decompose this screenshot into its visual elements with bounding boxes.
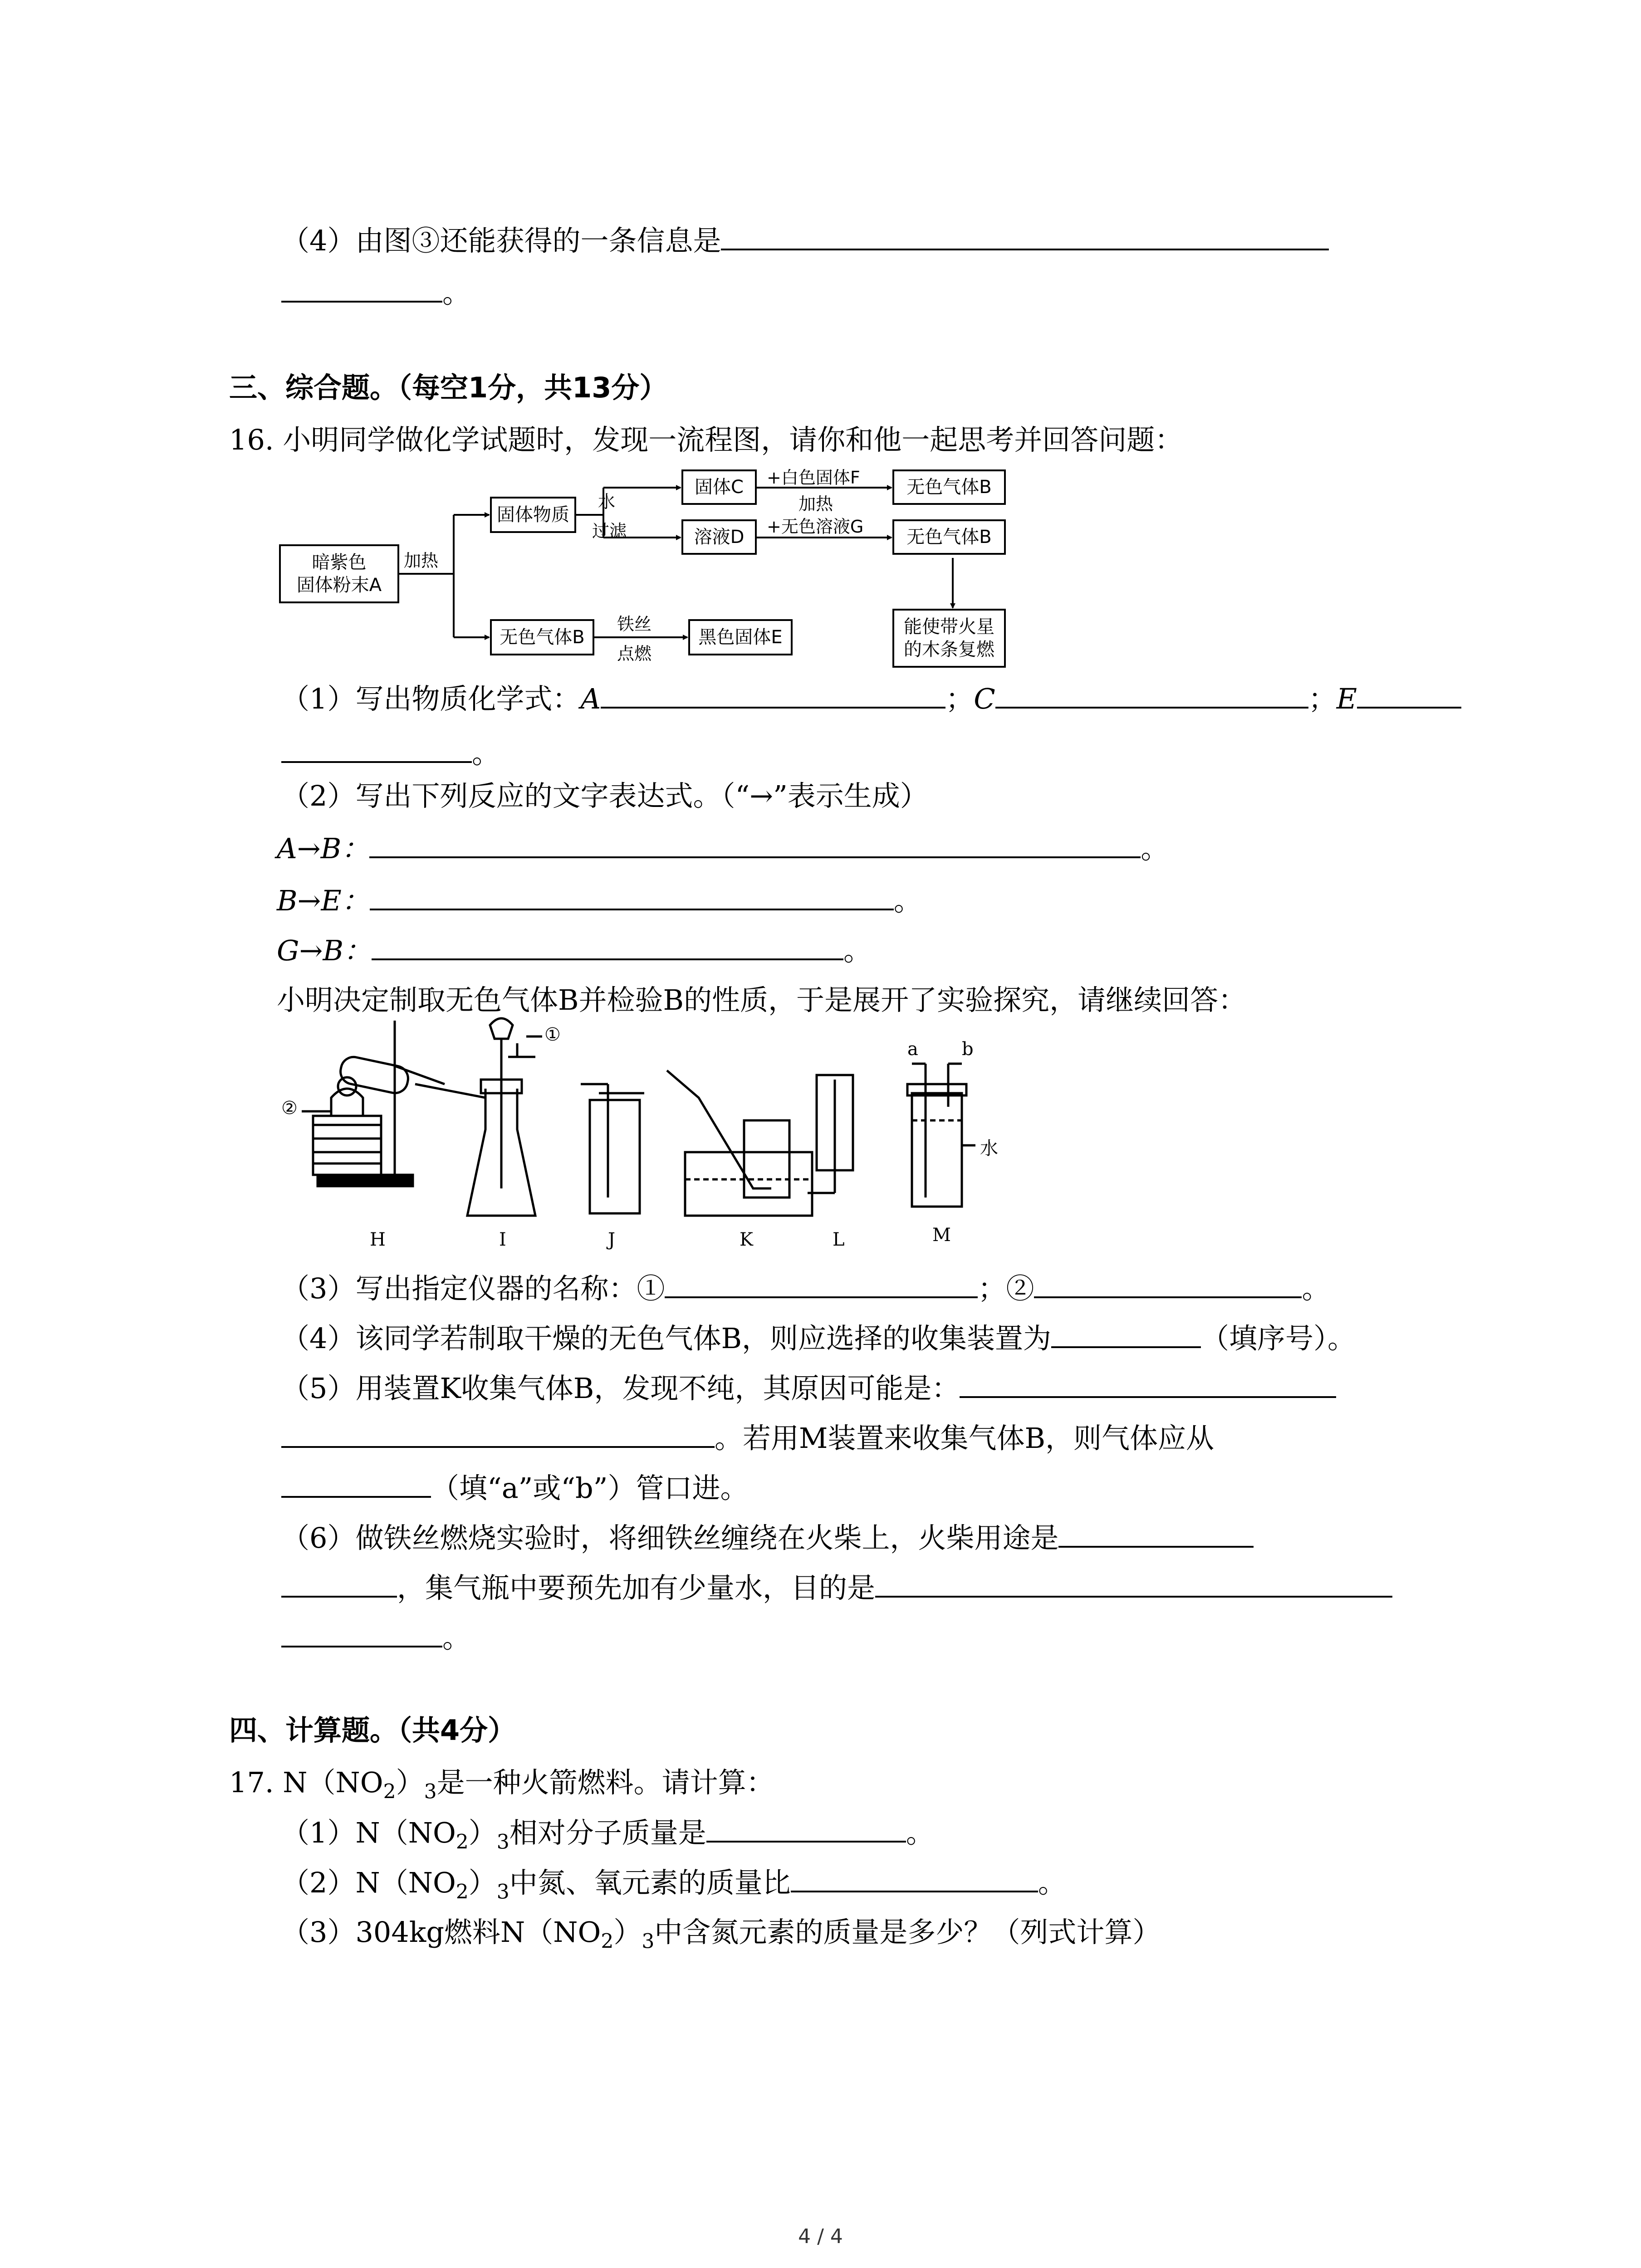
q16-part6-cont: ，集气瓶中要预先加有少量水，目的是 [281, 1569, 1392, 1606]
q16-part1-cont: 。 [281, 735, 500, 772]
label-heat: 加热 [404, 551, 439, 571]
label-water: 水 [598, 492, 616, 512]
q16-part6-cont2: 。 [281, 1619, 470, 1656]
q15-part4-cont: 。 [281, 274, 470, 311]
q16-part4: （4）该同学若制取干燥的无色气体B，则应选择的收集装置为 （填序号）。 [281, 1320, 1356, 1357]
label-plus-f: +白色固体F [767, 468, 860, 488]
q15-part4-text: （4）由图③还能获得的一条信息是 [281, 224, 721, 257]
blank-purpose[interactable] [875, 1569, 1392, 1598]
q16-part5-cont2: （填“a”或“b”）管口进。 [281, 1470, 748, 1506]
q16-intro2: 小明决定制取无色气体B并检验B的性质，于是展开了实验探究，请继续回答： [277, 983, 1247, 1017]
q17-part2: $(2)N(NO_2)_3$中氮、氧元素的质量比 。 [281, 1864, 1066, 1910]
label-ignite: 点燃 [617, 644, 652, 664]
box-relight: 能使带火星 的木条复燃 [892, 609, 1006, 668]
label-k: K [740, 1229, 753, 1250]
label-plus-g: +无色溶液G [767, 517, 864, 537]
q16-gb: G→B： 。 [277, 932, 872, 969]
q16-part3: （3）写出指定仪器的名称：① ；② 。 [281, 1270, 1330, 1307]
label-wire: 铁丝 [617, 614, 652, 634]
box-solid: 固体物质 [490, 497, 576, 533]
blank-match[interactable] [1058, 1520, 1254, 1548]
q17-stem: 17. $N(NO_2)_3$是一种火箭燃料。请计算： [229, 1766, 774, 1804]
label-water-m: 水 [980, 1138, 998, 1159]
label-h: H [370, 1229, 386, 1250]
label-j: J [608, 1229, 616, 1250]
q16-part5: （5）用装置K收集气体B，发现不纯，其原因可能是： [281, 1370, 1336, 1407]
box-e: 黑色固体E [688, 619, 793, 655]
label-b: b [962, 1039, 974, 1060]
label-filter: 过滤 [592, 521, 627, 541]
blank-mass[interactable] [706, 1814, 906, 1843]
blank-instrument2[interactable] [1034, 1270, 1302, 1298]
box-b2: 无色气体B [892, 519, 1006, 555]
label-heat2: 加热 [798, 494, 833, 514]
blank-port[interactable] [281, 1470, 431, 1498]
page-number: 4 / 4 [798, 2225, 843, 2248]
q17-part1: $(1)N(NO_2)_3$相对分子质量是 。 [281, 1814, 934, 1860]
q16-part2: （2）写出下列反应的文字表达式。（“→”表示生成） [281, 779, 928, 812]
q16-stem: 16. 小明同学做化学试题时，发现一流程图，请你和他一起思考并回答问题： [229, 423, 1183, 456]
box-b1: 无色气体B [892, 469, 1006, 505]
blank-match2[interactable] [281, 1569, 397, 1598]
blank-collect[interactable] [1051, 1320, 1201, 1348]
q16-ab: A→B： 。 [277, 830, 1169, 867]
box-d: 溶液D [681, 519, 757, 555]
label-m: M [932, 1225, 951, 1246]
q17-part3: （3）304kg燃料$N(NO_2)_3$中含氮元素的质量是多少？（列式计算） [281, 1916, 1161, 1953]
label-l: L [833, 1229, 845, 1250]
label-circle2: ② [281, 1098, 298, 1119]
q16-part1: （1）写出物质化学式：A ；C ；E [281, 680, 1461, 717]
q16-part6: （6）做铁丝燃烧实验时，将细铁丝缠绕在火柴上，火柴用途是 [281, 1520, 1254, 1556]
section-4-title: 四、计算题。（共4分） [229, 1714, 516, 1747]
label-circle1: ① [544, 1024, 561, 1045]
box-b3: 无色气体B [490, 619, 594, 655]
blank-impure[interactable] [960, 1370, 1336, 1398]
blank-impure2[interactable] [281, 1420, 715, 1448]
blank-instrument1[interactable] [665, 1270, 978, 1298]
q16-part5-cont: 。若用M装置来收集气体B，则气体应从 [281, 1420, 1214, 1457]
box-c: 固体C [681, 469, 757, 505]
label-a: a [907, 1039, 918, 1060]
q16-be: B→E： 。 [277, 882, 922, 919]
blank-purpose2[interactable] [281, 1619, 442, 1647]
label-i: I [499, 1229, 506, 1250]
section-3-title: 三、综合题。（每空1分，共13分） [229, 371, 668, 404]
blank-ratio[interactable] [791, 1864, 1038, 1892]
box-a: 暗紫色 固体粉末A [279, 544, 399, 603]
